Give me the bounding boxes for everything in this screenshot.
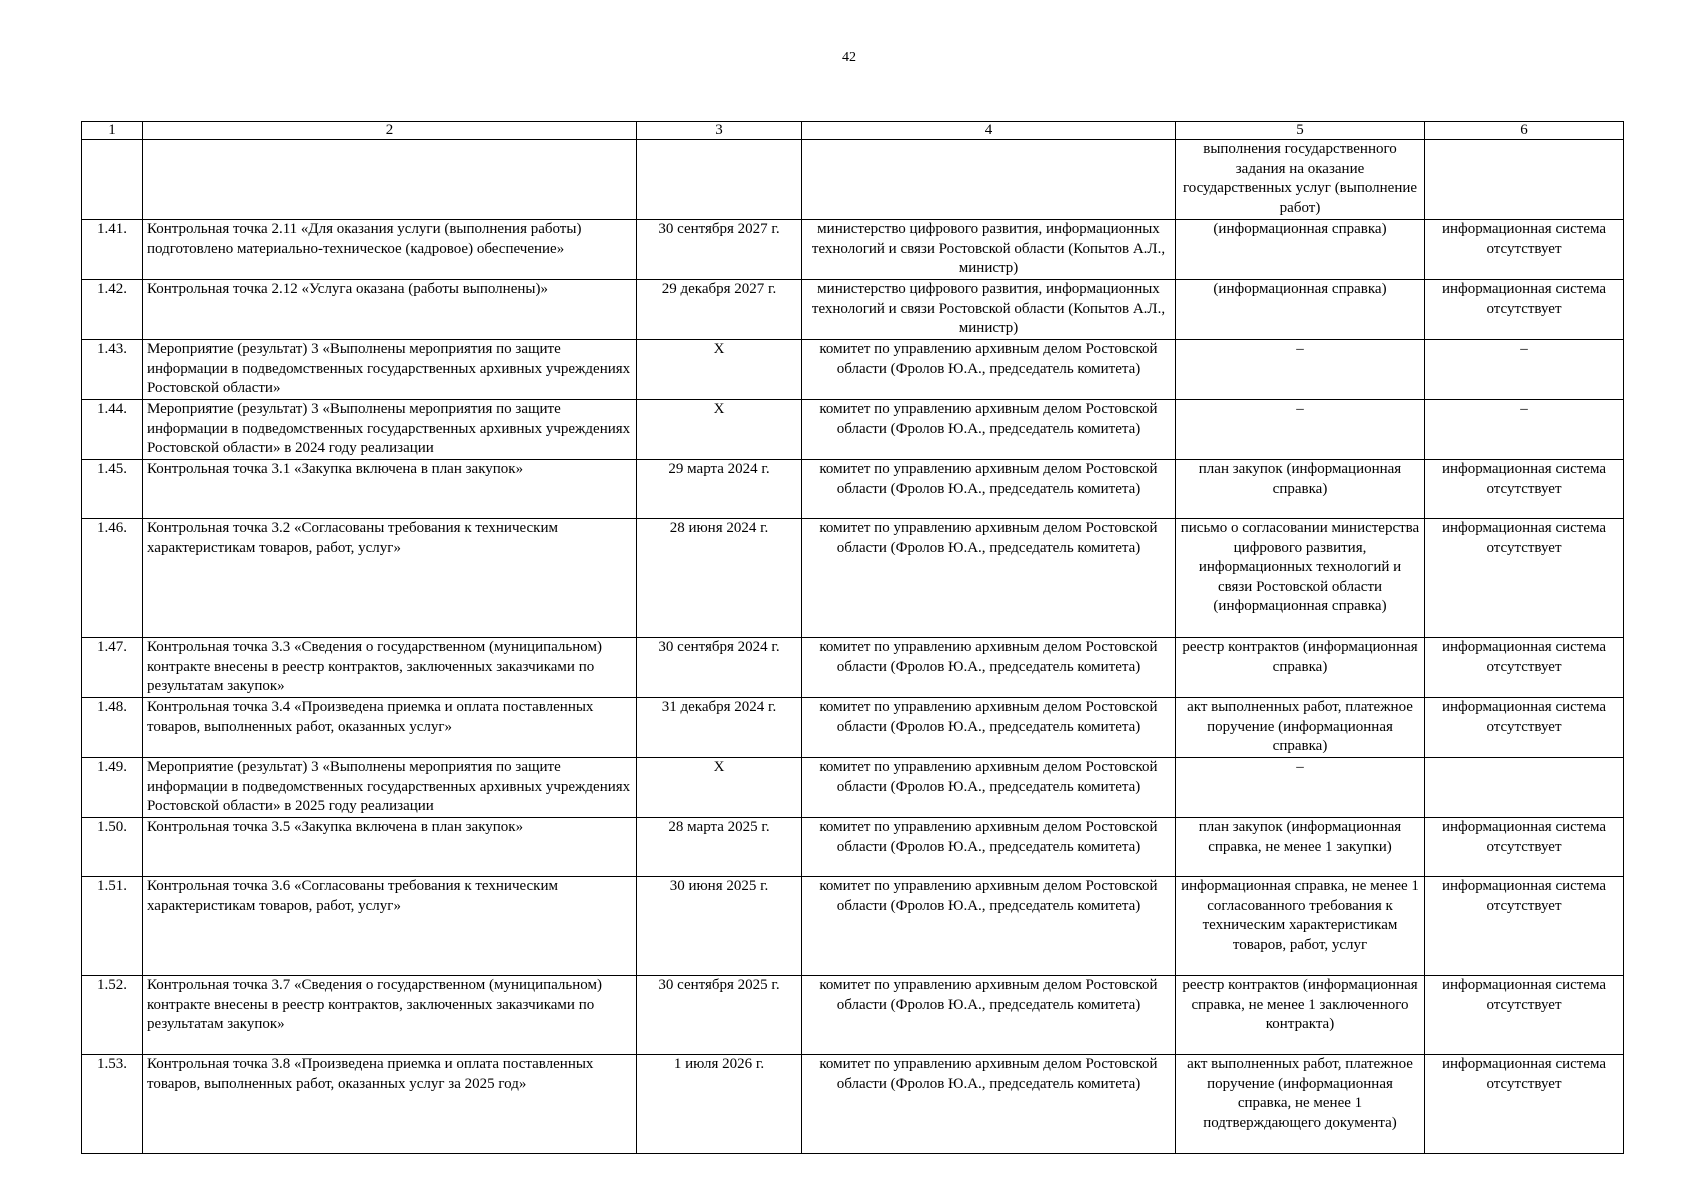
row-deadline: X (637, 400, 802, 460)
row-document: информационная справка, не менее 1 согласованного требования к техническим характеристикам товаров, работ, услуг (1176, 877, 1425, 976)
row-number: 1.48. (82, 698, 143, 758)
table-row (82, 220, 1624, 280)
row-document: – (1176, 400, 1425, 460)
column-header: 5 (1176, 122, 1425, 140)
row-name: Мероприятие (результат) 3 «Выполнены мероприятия по защите информации в подведомственных государственных архивных учреждениях Ростовской области» (143, 340, 637, 400)
row-number: 1.44. (82, 400, 143, 460)
row-responsible: комитет по управлению архивным делом Ростовской области (Фролов Ю.А., председатель комитета) (802, 698, 1176, 758)
column-header: 6 (1425, 122, 1624, 140)
row-info-system: информационная система отсутствует (1425, 280, 1624, 340)
column-header: 1 (82, 122, 143, 140)
row-responsible: комитет по управлению архивным делом Ростовской области (Фролов Ю.А., председатель комитета) (802, 1055, 1176, 1154)
row-deadline: 29 декабря 2027 г. (637, 280, 802, 340)
row-responsible: комитет по управлению архивным делом Ростовской области (Фролов Ю.А., председатель комитета) (802, 976, 1176, 1055)
row-responsible: комитет по управлению архивным делом Ростовской области (Фролов Ю.А., председатель комитета) (802, 818, 1176, 877)
row-info-system: информационная система отсутствует (1425, 519, 1624, 638)
row-info-system: информационная система отсутствует (1425, 877, 1624, 976)
table-row (82, 638, 1624, 698)
row-name: Контрольная точка 3.8 «Произведена приемка и оплата поставленных товаров, выполненных работ, оказанных услуг за 2025 год» (143, 1055, 637, 1154)
row-document: письмо о согласовании министерства цифрового развития, информационных технологий и связи Ростовской области (информационная справка) (1176, 519, 1425, 638)
row-deadline: 30 сентября 2025 г. (637, 976, 802, 1055)
row-responsible: комитет по управлению архивным делом Ростовской области (Фролов Ю.А., председатель комитета) (802, 340, 1176, 400)
row-number: 1.49. (82, 758, 143, 818)
row-info-system: информационная система отсутствует (1425, 460, 1624, 519)
row-name: Контрольная точка 3.2 «Согласованы требования к техническим характеристикам товаров, работ, услуг» (143, 519, 637, 638)
table-row (82, 519, 1624, 638)
row-number: 1.50. (82, 818, 143, 877)
row-responsible: комитет по управлению архивным делом Ростовской области (Фролов Ю.А., председатель комитета) (802, 519, 1176, 638)
row-info-system: информационная система отсутствует (1425, 698, 1624, 758)
row-deadline: 30 сентября 2027 г. (637, 220, 802, 280)
row-name: Контрольная точка 3.7 «Сведения о государственном (муниципальном) контракте внесены в реестр контрактов, заключенных заказчиками по результатам закупок» (143, 976, 637, 1055)
row-name: Контрольная точка 3.4 «Произведена приемка и оплата поставленных товаров, выполненных работ, оказанных услуг» (143, 698, 637, 758)
row-responsible: комитет по управлению архивным делом Ростовской области (Фролов Ю.А., председатель комитета) (802, 758, 1176, 818)
table-row (82, 400, 1624, 460)
row-number: 1.45. (82, 460, 143, 519)
table-row (82, 698, 1624, 758)
row-deadline: 28 марта 2025 г. (637, 818, 802, 877)
row-deadline: 31 декабря 2024 г. (637, 698, 802, 758)
row-name: Контрольная точка 2.11 «Для оказания услуги (выполнения работы) подготовлено материально-техническое (кадровое) обеспечение» (143, 220, 637, 280)
row-number: 1.47. (82, 638, 143, 698)
row-number: 1.46. (82, 519, 143, 638)
page-number: 42 (842, 50, 856, 65)
row-document: – (1176, 340, 1425, 400)
row-document: – (1176, 758, 1425, 818)
row-responsible: министерство цифрового развития, информационных технологий и связи Ростовской области (Копытов А.Л., министр) (802, 280, 1176, 340)
row-document: (информационная справка) (1176, 220, 1425, 280)
row-name (143, 140, 637, 220)
row-responsible (802, 140, 1176, 220)
row-info-system: информационная система отсутствует (1425, 220, 1624, 280)
row-document: план закупок (информационная справка) (1176, 460, 1425, 519)
row-name: Мероприятие (результат) 3 «Выполнены мероприятия по защите информации в подведомственных государственных архивных учреждениях Ростовской области» в 2024 году реализации (143, 400, 637, 460)
row-responsible: комитет по управлению архивным делом Ростовской области (Фролов Ю.А., председатель комитета) (802, 638, 1176, 698)
row-name: Контрольная точка 3.6 «Согласованы требования к техническим характеристикам товаров, работ, услуг» (143, 877, 637, 976)
table-row (82, 877, 1624, 976)
row-document: план закупок (информационная справка, не менее 1 закупки) (1176, 818, 1425, 877)
row-deadline: 1 июля 2026 г. (637, 1055, 802, 1154)
row-info-system: информационная система отсутствует (1425, 638, 1624, 698)
row-responsible: комитет по управлению архивным делом Ростовской области (Фролов Ю.А., председатель комитета) (802, 460, 1176, 519)
row-deadline: 29 марта 2024 г. (637, 460, 802, 519)
row-document: реестр контрактов (информационная справка) (1176, 638, 1425, 698)
row-info-system (1425, 140, 1624, 220)
row-deadline: 30 июня 2025 г. (637, 877, 802, 976)
row-info-system: – (1425, 400, 1624, 460)
row-responsible: комитет по управлению архивным делом Ростовской области (Фролов Ю.А., председатель комитета) (802, 400, 1176, 460)
row-name: Контрольная точка 2.12 «Услуга оказана (работы выполнены)» (143, 280, 637, 340)
row-number: 1.53. (82, 1055, 143, 1154)
row-info-system: – (1425, 340, 1624, 400)
table-row (82, 1055, 1624, 1154)
table-row (82, 140, 1624, 220)
row-deadline: X (637, 340, 802, 400)
row-number (82, 140, 143, 220)
row-deadline: X (637, 758, 802, 818)
row-info-system: информационная система отсутствует (1425, 976, 1624, 1055)
row-info-system (1425, 758, 1624, 818)
row-document: (информационная справка) (1176, 280, 1425, 340)
column-header: 3 (637, 122, 802, 140)
table-row (82, 976, 1624, 1055)
row-number: 1.41. (82, 220, 143, 280)
row-number: 1.42. (82, 280, 143, 340)
row-responsible: комитет по управлению архивным делом Ростовской области (Фролов Ю.А., председатель комитета) (802, 877, 1176, 976)
table-row (82, 818, 1624, 877)
row-document: выполнения государственного задания на оказание государственных услуг (выполнение работ) (1176, 140, 1425, 220)
row-deadline: 28 июня 2024 г. (637, 519, 802, 638)
row-info-system: информационная система отсутствует (1425, 818, 1624, 877)
table-row (82, 340, 1624, 400)
row-document: акт выполненных работ, платежное поручение (информационная справка) (1176, 698, 1425, 758)
row-responsible: министерство цифрового развития, информационных технологий и связи Ростовской области (Копытов А.Л., министр) (802, 220, 1176, 280)
row-document: реестр контрактов (информационная справка, не менее 1 заключенного контракта) (1176, 976, 1425, 1055)
control-points-table (81, 121, 1624, 1154)
row-name: Контрольная точка 3.5 «Закупка включена в план закупок» (143, 818, 637, 877)
table-row (82, 280, 1624, 340)
row-name: Контрольная точка 3.3 «Сведения о государственном (муниципальном) контракте внесены в реестр контрактов, заключенных заказчиками по результатам закупок» (143, 638, 637, 698)
row-name: Мероприятие (результат) 3 «Выполнены мероприятия по защите информации в подведомственных государственных архивных учреждениях Ростовской области» в 2025 году реализации (143, 758, 637, 818)
table-row (82, 758, 1624, 818)
row-info-system: информационная система отсутствует (1425, 1055, 1624, 1154)
row-document: акт выполненных работ, платежное поручение (информационная справка, не менее 1 подтверждающего документа) (1176, 1055, 1425, 1154)
column-header: 4 (802, 122, 1176, 140)
row-number: 1.52. (82, 976, 143, 1055)
row-name: Контрольная точка 3.1 «Закупка включена в план закупок» (143, 460, 637, 519)
table-header-row (82, 122, 1624, 140)
row-deadline: 30 сентября 2024 г. (637, 638, 802, 698)
table-row (82, 460, 1624, 519)
row-deadline (637, 140, 802, 220)
row-number: 1.43. (82, 340, 143, 400)
row-number: 1.51. (82, 877, 143, 976)
column-header: 2 (143, 122, 637, 140)
